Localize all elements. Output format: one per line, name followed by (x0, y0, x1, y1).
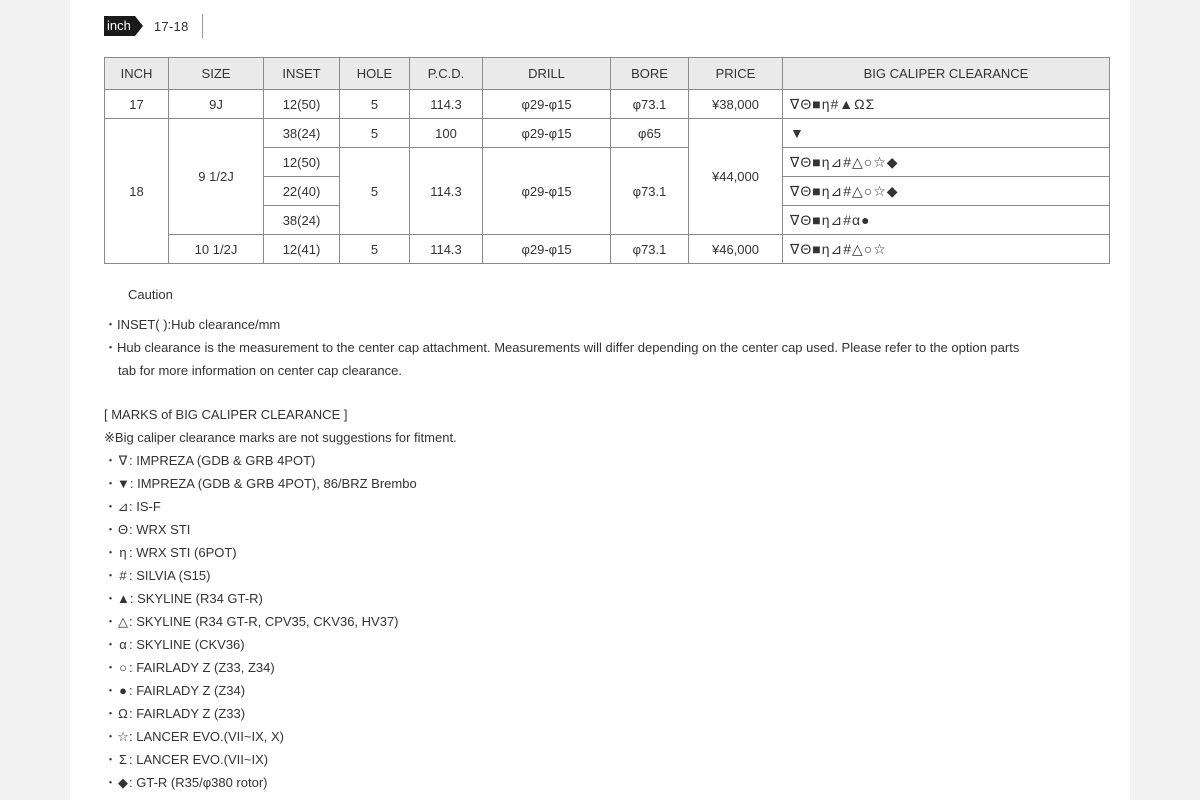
list-item (104, 518, 1104, 541)
cell-marks: ∇Θ■η⊿#α● (783, 206, 1110, 235)
list-item (104, 587, 1104, 610)
mark-description: : SILVIA (S15) (129, 568, 211, 583)
list-item (104, 771, 1104, 794)
cell-hole: 5 (340, 235, 410, 264)
caution-notes (104, 285, 1104, 382)
list-item (104, 702, 1104, 725)
col-header-bore: BORE (611, 58, 689, 90)
mark-symbol: α (119, 637, 127, 652)
marks-legend (104, 403, 1104, 794)
list-item (104, 656, 1104, 679)
cell-price: ¥46,000 (689, 235, 783, 264)
bullet: ・ (104, 591, 118, 606)
caution-heading: Caution (128, 287, 173, 302)
cell-bore: φ65 (611, 119, 689, 148)
inch-tag: inch (104, 16, 135, 36)
cell-size: 9 1/2J (169, 119, 264, 235)
cell-hole: 5 (340, 148, 410, 235)
cell-size: 10 1/2J (169, 235, 264, 264)
table-row (105, 90, 1110, 119)
list-item (104, 679, 1104, 702)
inset-note: ・INSET( ):Hub clearance/mm (104, 317, 281, 332)
mark-description: : LANCER EVO.(VII~IX, X) (129, 729, 284, 744)
bullet: ・ (104, 660, 118, 675)
table-header-row (105, 58, 1110, 90)
cell-inset: 12(50) (264, 90, 340, 119)
mark-description: : FAIRLADY Z (Z33) (129, 706, 246, 721)
mark-description: : LANCER EVO.(VII~IX) (129, 752, 269, 767)
hub-clearance-note: ・Hub clearance is the measurement to the center cap attachment. Measurements will differ depending on the center cap used. Please refer to the option parts (104, 340, 1020, 355)
cell-inch: 18 (105, 119, 169, 264)
wheel-spec-table (104, 57, 1110, 264)
mark-symbol: Ω (118, 706, 128, 721)
col-header-drill: DRILL (483, 58, 611, 90)
bullet: ・ (104, 476, 118, 491)
mark-description: : SKYLINE (R34 GT-R, CPV35, CKV36, HV37) (129, 614, 399, 629)
bullet: ・ (104, 522, 118, 537)
mark-description: : WRX STI (129, 522, 191, 537)
list-item (104, 725, 1104, 748)
cell-marks: ∇Θ■η⊿#△○☆◆ (783, 148, 1110, 177)
marks-legend-list (104, 449, 1104, 794)
cell-size: 9J (169, 90, 264, 119)
bullet: ・ (104, 545, 118, 560)
col-header-inset: INSET (264, 58, 340, 90)
mark-symbol: ⊿ (117, 499, 129, 514)
mark-description: : IS-F (129, 499, 161, 514)
cell-pcd: 114.3 (410, 90, 483, 119)
bullet: ・ (104, 453, 118, 468)
cell-drill: φ29-φ15 (483, 235, 611, 264)
cell-inset: 12(50) (264, 148, 340, 177)
list-item (104, 610, 1104, 633)
mark-symbol: △ (118, 614, 129, 629)
col-header-pcd: P.C.D. (410, 58, 483, 90)
list-item (104, 449, 1104, 472)
mark-symbol: ▲ (117, 591, 130, 606)
col-header-price: PRICE (689, 58, 783, 90)
table-row (105, 235, 1110, 264)
cell-inset: 22(40) (264, 177, 340, 206)
mark-symbol: ○ (119, 660, 127, 675)
cell-inch: 17 (105, 90, 169, 119)
bullet: ・ (104, 637, 118, 652)
mark-symbol: Σ (118, 752, 128, 767)
cell-inset: 12(41) (264, 235, 340, 264)
table-row (105, 119, 1110, 148)
cell-drill: φ29-φ15 (483, 148, 611, 235)
bullet: ・ (104, 568, 118, 583)
bullet: ・ (104, 729, 118, 744)
mark-description: : FAIRLADY Z (Z34) (129, 683, 246, 698)
list-item (104, 472, 1104, 495)
cell-marks: ∇Θ■η⊿#△○☆◆ (783, 177, 1110, 206)
mark-description: : FAIRLADY Z (Z33, Z34) (129, 660, 275, 675)
bullet: ・ (104, 683, 118, 698)
cell-drill: φ29-φ15 (483, 90, 611, 119)
mark-description: : GT-R (R35/φ380 rotor) (129, 775, 268, 790)
col-header-big-caliper-clearance: BIG CALIPER CLEARANCE (783, 58, 1110, 90)
cell-marks: ∇Θ■η⊿#△○☆ (783, 235, 1110, 264)
left-margin (0, 0, 70, 800)
cell-hole: 5 (340, 119, 410, 148)
marks-legend-disclaimer: ※Big caliper clearance marks are not suggestions for fitment. (104, 430, 457, 445)
inch-range: 17-18 (153, 18, 189, 34)
mark-symbol: ☆ (117, 729, 129, 744)
list-item (104, 495, 1104, 518)
col-header-inch: INCH (105, 58, 169, 90)
cell-marks: ▼ (783, 119, 1110, 148)
bullet: ・ (104, 614, 118, 629)
cell-hole: 5 (340, 90, 410, 119)
cell-bore: φ73.1 (611, 235, 689, 264)
mark-symbol: ◆ (118, 775, 129, 790)
cell-inset: 38(24) (264, 119, 340, 148)
inch-range-header (104, 15, 203, 37)
marks-legend-title: [ MARKS of BIG CALIPER CLEARANCE ] (104, 407, 348, 422)
cell-pcd: 114.3 (410, 148, 483, 235)
mark-symbol: η (119, 545, 127, 560)
divider (202, 14, 203, 38)
cell-inset: 38(24) (264, 206, 340, 235)
bullet: ・ (104, 706, 118, 721)
mark-symbol: # (119, 568, 127, 583)
mark-description: : WRX STI (6POT) (129, 545, 237, 560)
right-margin (1130, 0, 1200, 800)
col-header-hole: HOLE (340, 58, 410, 90)
list-item (104, 564, 1104, 587)
bullet: ・ (104, 752, 118, 767)
mark-symbol: ● (119, 683, 127, 698)
hub-clearance-note-cont: tab for more information on center cap clearance. (118, 363, 402, 378)
cell-marks: ∇Θ■η#▲ΩΣ (783, 90, 1110, 119)
list-item (104, 633, 1104, 656)
list-item (104, 541, 1104, 564)
cell-pcd: 100 (410, 119, 483, 148)
mark-symbol: Θ (117, 522, 129, 537)
bullet: ・ (104, 775, 118, 790)
col-header-size: SIZE (169, 58, 264, 90)
bullet: ・ (104, 499, 118, 514)
mark-description: : SKYLINE (R34 GT-R) (129, 591, 263, 606)
cell-price: ¥44,000 (689, 119, 783, 235)
cell-bore: φ73.1 (611, 148, 689, 235)
mark-description: : IMPREZA (GDB & GRB 4POT), 86/BRZ Brembo (129, 476, 417, 491)
cell-pcd: 114.3 (410, 235, 483, 264)
mark-symbol: ▼ (117, 476, 130, 491)
cell-drill: φ29-φ15 (483, 119, 611, 148)
mark-symbol: ∇ (118, 453, 128, 468)
mark-description: : SKYLINE (CKV36) (129, 637, 245, 652)
cell-price: ¥38,000 (689, 90, 783, 119)
cell-bore: φ73.1 (611, 90, 689, 119)
mark-description: : IMPREZA (GDB & GRB 4POT) (129, 453, 316, 468)
list-item (104, 748, 1104, 771)
